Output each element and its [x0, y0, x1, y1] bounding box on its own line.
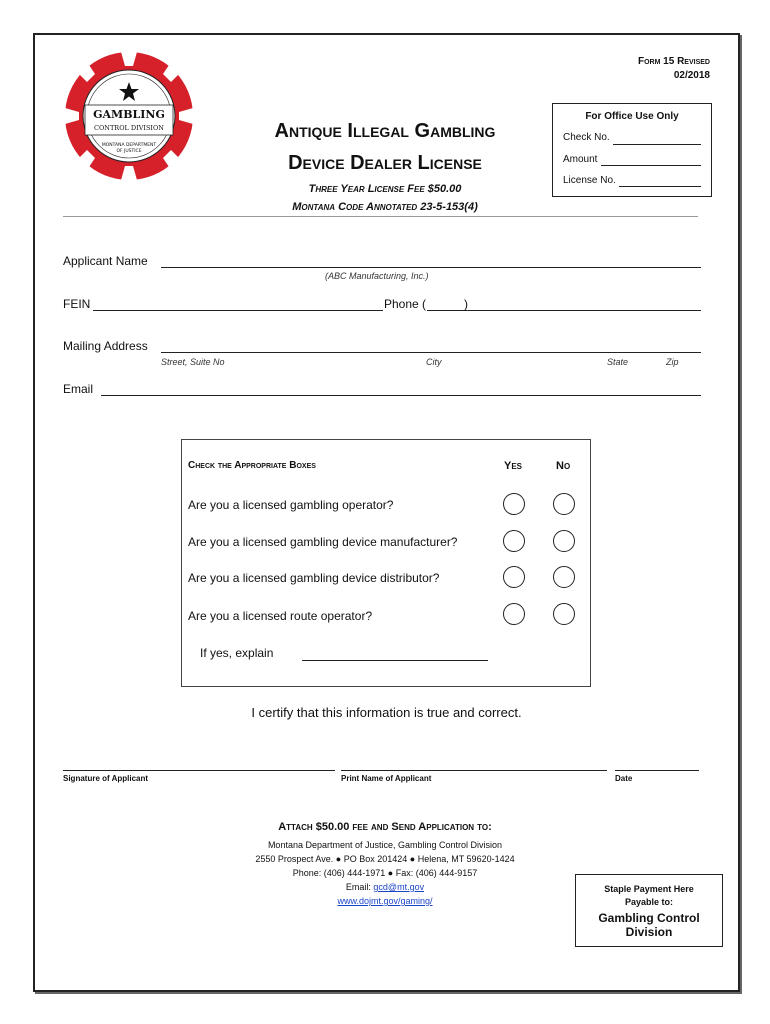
title-line-2: Device Dealer License [288, 152, 482, 174]
license-no-field[interactable] [619, 186, 701, 187]
phone-close-paren: ) [464, 297, 468, 311]
state-hint: State [607, 357, 629, 367]
agency-name: Montana Department of Justice, Gambling Control Division [267, 840, 503, 850]
office-use-box [552, 103, 712, 197]
staple-line-1: Staple Payment Here [604, 884, 694, 894]
form-revision [638, 55, 710, 83]
date-line[interactable] [615, 770, 699, 771]
fein-label: FEIN [63, 297, 91, 311]
form-subtitle [230, 180, 540, 216]
distributor-yes-radio[interactable] [503, 566, 525, 588]
license-no-label: License No. [563, 175, 616, 186]
staple-line-3: Gambling Control [598, 911, 700, 925]
fein-field[interactable] [93, 310, 383, 311]
form-title [230, 115, 540, 179]
staple-line-2: Payable to: [624, 897, 673, 907]
form-page [33, 33, 740, 992]
montana-code: Montana Code Annotated 23-5-153(4) [292, 201, 478, 213]
explain-field[interactable] [302, 660, 488, 661]
applicant-name-hint: (ABC Manufacturing, Inc.) [325, 271, 429, 281]
staple-line-4: Division [625, 925, 673, 939]
no-header: No [556, 460, 571, 472]
svg-text:CONTROL DIVISION: CONTROL DIVISION [93, 124, 165, 132]
staple-payment-box [575, 874, 723, 947]
mailing-address-field[interactable] [161, 352, 701, 353]
check-boxes-header: Check the Appropriate Boxes [188, 460, 316, 471]
date-label: Date [615, 774, 633, 783]
certify-statement: I certify that this information is true and correct. [251, 705, 522, 720]
print-name-label: Print Name of Applicant [341, 774, 432, 783]
signature-line[interactable] [63, 770, 335, 771]
applicant-name-label: Applicant Name [63, 254, 148, 268]
form-number: Form 15 Revised [637, 56, 710, 67]
phone-label: Phone ( [384, 297, 427, 311]
questions-box [181, 439, 591, 687]
print-name-line[interactable] [341, 770, 607, 771]
form-date: 02/2018 [673, 70, 710, 81]
distributor-no-radio[interactable] [553, 566, 575, 588]
check-no-field[interactable] [613, 144, 701, 145]
amount-label: Amount [563, 154, 598, 165]
route-operator-no-radio[interactable] [553, 603, 575, 625]
email-link[interactable]: gcd@mt.gov [373, 882, 425, 892]
yes-header: Yes [504, 460, 523, 472]
attach-heading: Attach $50.00 fee and Send Application to: [278, 821, 492, 833]
question-distributor: Are you a licensed gambling device distributor? [188, 571, 440, 585]
explain-label: If yes, explain [200, 646, 274, 660]
question-operator: Are you a licensed gambling operator? [188, 498, 394, 512]
email-label: Email [63, 382, 94, 396]
city-hint: City [426, 357, 442, 367]
operator-yes-radio[interactable] [503, 493, 525, 515]
agency-phone: Phone: (406) 444-1971 ● Fax: (406) 444-9157 [292, 868, 478, 878]
question-route-operator: Are you a licensed route operator? [188, 609, 373, 623]
svg-text:MONTANA DEPARTMENT: MONTANA DEPARTMENT [101, 143, 157, 148]
svg-text:OF JUSTICE: OF JUSTICE [116, 149, 142, 154]
office-use-title: For Office Use Only [585, 111, 679, 122]
agency-address: 2550 Prospect Ave. ● PO Box 201424 ● Helena, MT 59620-1424 [255, 854, 515, 864]
license-fee: Three Year License Fee $50.00 [308, 183, 462, 195]
title-line-1: Antique Illegal Gambling [274, 120, 496, 142]
header-divider [63, 216, 698, 217]
street-hint: Street, Suite No [161, 357, 225, 367]
amount-field[interactable] [601, 165, 701, 166]
route-operator-yes-radio[interactable] [503, 603, 525, 625]
website-link[interactable]: www.dojmt.gov/gaming/ [337, 896, 433, 906]
mailing-instructions [155, 820, 615, 908]
manufacturer-no-radio[interactable] [553, 530, 575, 552]
mailing-address-label: Mailing Address [63, 339, 148, 353]
gambling-control-logo [63, 50, 195, 182]
email-prefix: Email: [345, 882, 374, 892]
agency-email-row [155, 880, 615, 894]
email-field[interactable] [101, 395, 701, 396]
question-manufacturer: Are you a licensed gambling device manufacturer? [188, 535, 458, 549]
zip-hint: Zip [666, 357, 679, 367]
manufacturer-yes-radio[interactable] [503, 530, 525, 552]
svg-text:GAMBLING: GAMBLING [93, 108, 165, 121]
signature-label: Signature of Applicant [63, 774, 149, 783]
operator-no-radio[interactable] [553, 493, 575, 515]
phone-field[interactable] [427, 310, 701, 311]
check-no-label: Check No. [563, 132, 610, 143]
applicant-name-field[interactable] [161, 267, 701, 268]
